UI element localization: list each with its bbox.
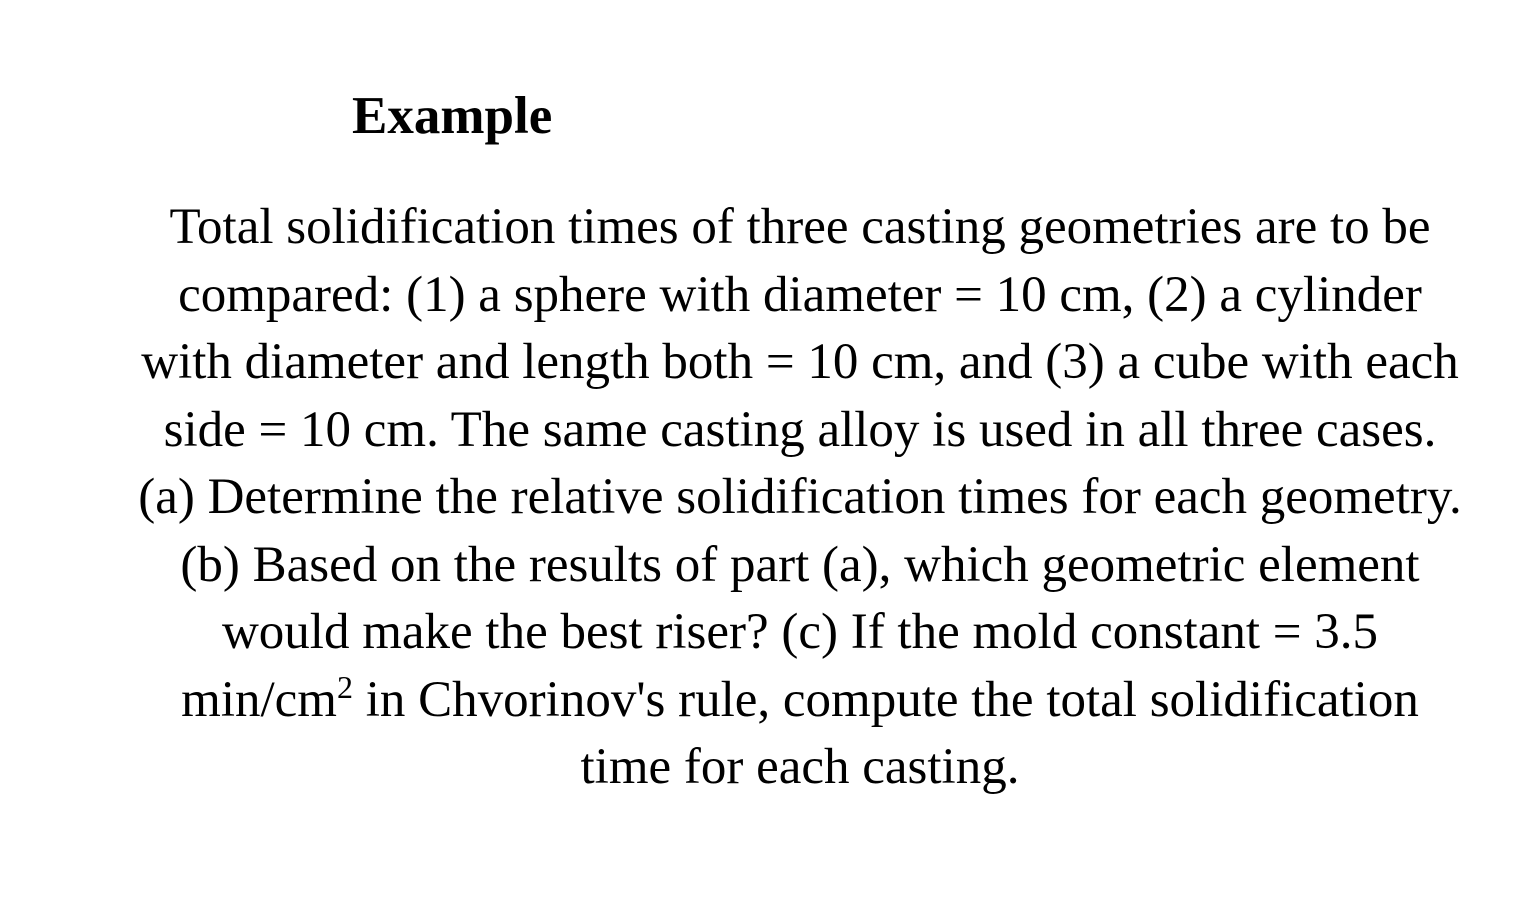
problem-line: Total solidification times of three casting geometries are to be xyxy=(169,199,1431,255)
problem-line: time for each casting. xyxy=(580,739,1020,795)
problem-line: (b) Based on the results of part (a), which geometric element xyxy=(180,536,1420,593)
units-text: min/cm xyxy=(181,671,337,728)
problem-line-units xyxy=(40,667,1527,735)
problem-statement xyxy=(40,194,1527,802)
problem-line: with diameter and length both = 10 cm, and (3) a cube with each xyxy=(141,334,1459,390)
problem-line: compared: (1) a sphere with diameter = 10 cm, (2) a cylinder xyxy=(178,266,1422,323)
problem-line: would make the best riser? (c) If the mold constant = 3.5 xyxy=(221,604,1379,660)
problem-line: (a) Determine the relative solidification times for each geometry. xyxy=(138,469,1462,525)
units-rest-text: in Chvorinov's rule, compute the total solidification xyxy=(352,671,1419,728)
superscript-exponent: 2 xyxy=(336,668,353,705)
problem-line: side = 10 cm. The same casting alloy is used in all three cases. xyxy=(163,401,1437,458)
slide-title: Example xyxy=(352,87,553,145)
